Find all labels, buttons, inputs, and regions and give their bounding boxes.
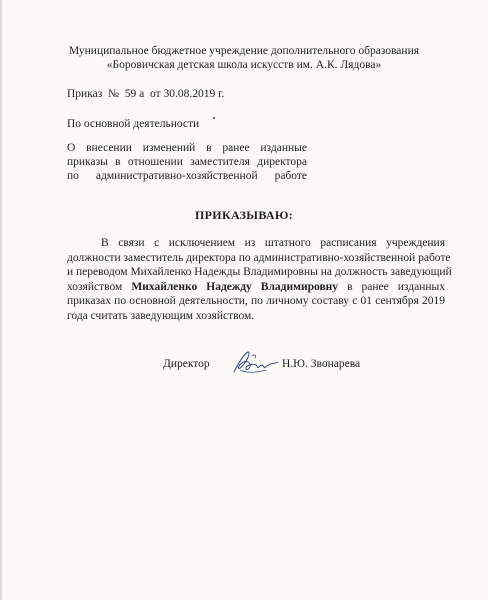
handwritten-signature	[230, 346, 282, 380]
body-line-4-start: хозяйством	[67, 280, 132, 293]
header-line-1: Муниципальное бюджетное учреждение дополнительного образования	[68, 45, 420, 57]
institution-header	[0, 44, 488, 72]
order-number: Приказ № 59 а от 30.08.2019 г.	[67, 88, 225, 100]
body-line-6: года считать заведующим хозяйством.	[67, 309, 255, 322]
order-subject	[67, 141, 307, 183]
order-body	[67, 236, 452, 323]
body-line-3: и переводом Михайленко Надежды Владимировны на должность заведующий	[67, 266, 452, 278]
subject-line-3: по административно-хозяйственной работе	[67, 170, 307, 182]
scan-speck	[213, 117, 215, 119]
body-line-4	[67, 280, 445, 295]
subject-line-1: О внесении изменений в ранее изданные	[67, 142, 307, 154]
header-line-2: «Боровичская детская школа искусств им. А.К. Лядова»	[106, 59, 382, 71]
activity-type: По основной деятельности	[67, 118, 200, 130]
director-label: Директор	[163, 358, 210, 370]
signature-block	[0, 354, 488, 384]
body-line-5: приказах по основной деятельности, по личному составу с 01 сентября 2019	[67, 295, 445, 307]
order-heading: ПРИКАЗЫВАЮ:	[195, 208, 293, 222]
body-line-4-end: в ранее изданных	[338, 280, 446, 293]
subject-line-2: приказы в отношении заместителя директора	[67, 156, 307, 168]
director-name: Н.Ю. Звонарева	[282, 358, 361, 370]
body-line-1: В связи с исключением из штатного расписания учреждения	[101, 237, 445, 249]
body-line-2: должности заместитель директора по административно-хозяйственной работе	[67, 251, 451, 264]
scan-edge	[0, 0, 3, 600]
employee-name-bold: Михайленко Надежду Владимировну	[131, 280, 339, 293]
